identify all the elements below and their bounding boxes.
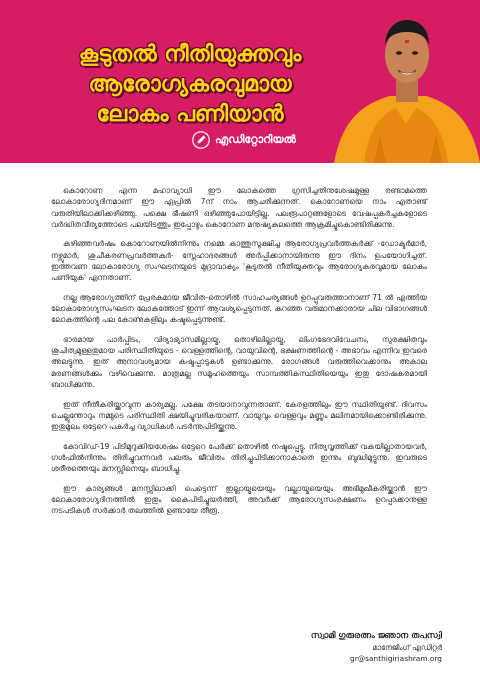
header-banner xyxy=(0,0,480,163)
editorial-body xyxy=(51,185,427,525)
section-label: എഡിറ്റോറിയൽ xyxy=(215,133,296,146)
author-role: മാനേജിംഗ് എഡിറ്റർ xyxy=(372,643,442,652)
editorial-title xyxy=(50,40,330,130)
author-signature xyxy=(202,630,442,664)
author-name: സ്വാമി ഗുരുരത്നം ജ്ഞാന തപസ്വി xyxy=(310,631,442,641)
paragraph-5: ഇത് നീതീകരിയ്ക്കാവുന്ന കാര്യമല്ല. പക്ഷേ തടയാനാവുന്നതാണ്. കേരളത്തിലും ഈ സ്ഥിതിയുണ്ട്. ദിവസം ചെല്ലുന്തോറും നമ്മുടെ പരിസ്ഥിതി ക്ഷയിച്ചുവരികയാണ്. വായുവും വെള്ളവും മണ്ണും മലിനമായിക്കൊണ്ടിരിക്കുന്നു. ഇതുമൂലം ഒട്ടേറെ പകർച്ച വ്യാധികൾ പടർന്നുപിടിയ്ക്കുന്നു. xyxy=(51,399,427,432)
paragraph-1: കൊറോണ എന്ന മഹാവ്യാധി ഈ ലോകത്തെ ഗ്രസിച്ചതിനുശേഷമുള്ള രണ്ടാമത്തെ ലോകാരോഗ്യദിനമാണ് ഈ ഏപ്രിൽ 7ന് നാം ആചരിക്കുന്നത്. കൊറോണയെ നാം എതാണ്ട് വരുതിയിലാക്കിക്കഴിഞ്ഞു. പക്ഷെ ഭീഷണി ഒഴിഞ്ഞുപോയിട്ടില്ല. പലരൂപാറ്റങ്ങളോടെ വേഷപ്പകർച്ചകളോടെ വർദ്ധിതവീര്യത്തോടെ പലയിടത്തും ഇപ്പോഴും കൊറോണ മനുഷ്യകുലത്തെ ആക്രമിച്ചുകൊണ്ടിരിക്കുന്നു. xyxy=(51,186,427,229)
title-line-2: ആരോഗ്യകരവുമായ xyxy=(88,72,292,97)
paragraph-2: കഴിഞ്ഞവർഷം കൊറോണയിൽനിന്നും നമ്മെ കാത്തുസൂക്ഷിച്ച ആരോഗ്യപ്രവർത്തകർക്ക് -ഡോക്ടർമാർ, നഴ്സുമാർ, ശുചീകരണപ്രവർത്തകർ- സ്നേഹാദരങ്ങൾ അർപ്പിക്കാനായിരുന്നു ഈ ദിനം ഉപയോഗിച്ചത്. ഇത്തവണ ലോകാരോഗ്യ സംഘടനയുടെ മുദ്രാവാക്യം 'കൂടുതൽ നീതിയുക്തവും ആരോഗ്യകരവുമായ ലോകം പണിയുക' എന്നതാണ്. xyxy=(51,239,427,283)
paragraph-4: ഭാരമായ പാർപ്പിടം, വിദ്യാഭ്യാസമില്ലായ്മ, തൊഴിലില്ലായ്മ, ലിംഗഭേദവിവേചനം, സുരക്ഷിതവും ശുചിത്വമുള്ളതുമായ പരിസ്ഥിതിയുടെ - വെള്ളത്തിന്റെ, വായുവിന്റെ, ഭക്ഷണത്തിന്റെ - അഭാവം എന്നിവ ഇവരെ അലട്ടുന്നു. ഇത് അനാവശ്യമായ കഷ്ടപ്പാടുകൾ ഉണ്ടാക്കുന്നു. രോഗങ്ങൾ വരുത്തിവെക്കാനും അകാല മരണങ്ങൾക്കും വഴിവെക്കുന്നു. മാത്രമല്ല സമൂഹത്തെയും സാമ്പത്തികസ്ഥിതിയെയും ഇതു ദോഷകരമായി ബാധിക്കുന്നു. xyxy=(51,334,427,390)
editorial-section-label xyxy=(192,131,296,149)
pen-icon xyxy=(192,131,210,149)
paragraph-3: നല്ല ആരോഗ്യത്തിന് പ്രേരകമായ ജീവിത-തൊഴിൽ സാഹചര്യങ്ങൾ ഉറപ്പുവരുത്താനാണ് 71 ൽ എത്തിയ ലോകാരോഗ്യസംഘടന ലോകത്തോട് ഇന്ന് ആവശ്യപ്പെടുന്നത്. കുറഞ്ഞ വരുമാനക്കാരായ ചില വിഭാഗങ്ങൾ ലോകത്തിന്റെ പല കോണുകളിലും കഷ്ടപ്പെടുന്നുണ്ട്. xyxy=(51,292,427,325)
author-portrait xyxy=(334,0,480,163)
title-line-1: കൂടുതൽ നീതിയുക്തവും xyxy=(78,42,302,67)
paragraph-7: ഈ കാര്യങ്ങൾ മനസ്സിലാക്കി പെട്ടെന്ന് ഇല്ലായ്മയെയും വല്ലായ്മയെയും അഭിമുഖീകരിയ്ക്കാൻ ഈ ലോകാരോഗ്യദിനത്തിൽ ഇതും കൈപിടിച്ചുയർത്തി, അവർക്ക് ആരോഗ്യസംരക്ഷണം ഉറപ്പാക്കാനുള്ള നടപടികൾ സർക്കാർ തലത്തിൽ ഉണ്ടായേ തീരൂ. xyxy=(51,483,427,516)
title-line-3: ലോകം പണിയാൻ xyxy=(96,102,284,127)
author-email[interactable]: gr@santhigiriashram.org xyxy=(350,654,442,663)
paragraph-6: കോവിഡ്-19 പിടിമുറുക്കിയശേഷം ഒട്ടേറെ പേർക്ക് തൊഴിൽ നഷ്ടപ്പെട്ടു. നിത്യവൃത്തിക്ക് വകയില്ലാതായവർ, ഗൾഫിൽനിന്നും തിരിച്ചുവന്നവർ പലരും ജീവിതം തിരിച്ചുപിടിക്കാനാകാതെ ഇന്നും ബുദ്ധിമുട്ടുന്നു. ഇവരുടെ ശരീരത്തെയും മനസ്സിനെയും ബാധിച്ചു. xyxy=(51,441,427,474)
